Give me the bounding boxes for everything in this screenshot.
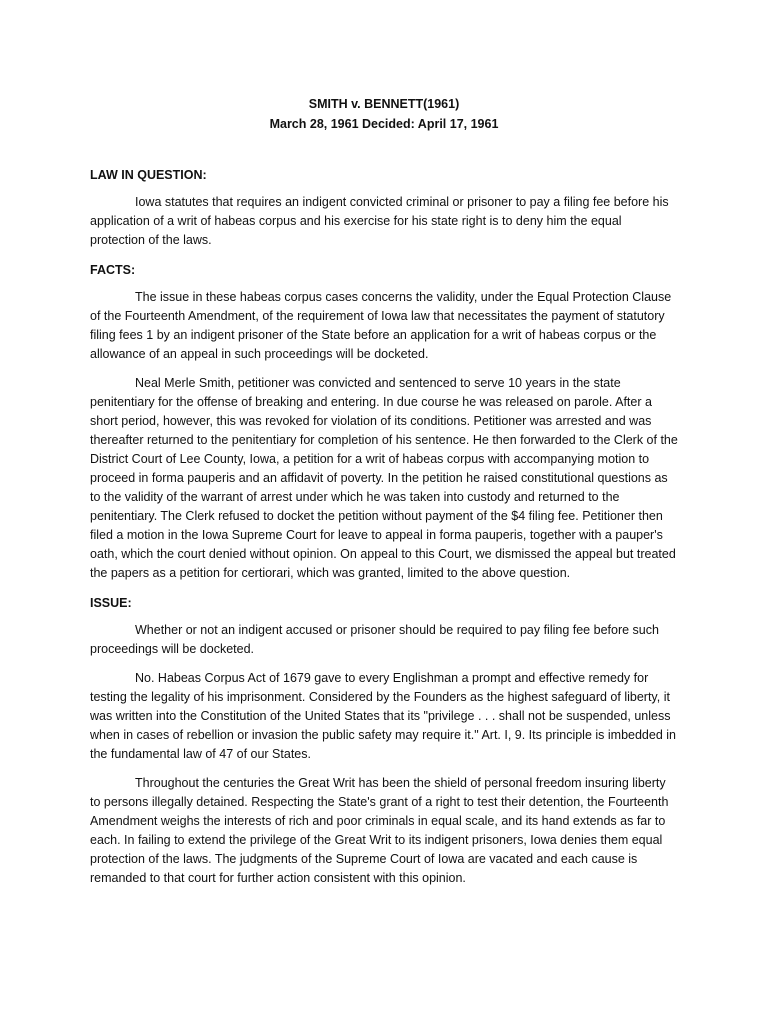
issue-paragraph-1: Whether or not an indigent accused or prisoner should be required to pay filing fee before such proceedings will be docketed.: [90, 623, 659, 656]
facts-heading: FACTS:: [90, 263, 136, 277]
law-in-question-body: Iowa statutes that requires an indigent convicted criminal or prisoner to pay a filing fee before his application of a writ of habeas corpus and his exercise for his state right is to deny him the equal protection of the laws.: [90, 195, 669, 247]
law-in-question-heading: LAW IN QUESTION:: [90, 168, 207, 182]
issue-paragraph-2: No. Habeas Corpus Act of 1679 gave to every Englishman a prompt and effective remedy for testing the legality of his imprisonment. Considered by the Founders as the highest safeguard of liberty, it was written into the Constitution of the United States that its "privilege . . . shall not be suspended, unless when in cases of rebellion or invasion the public safety may require it." Art. I, 9. Its principle is imbedded in the fundamental law of 47 of our States.: [90, 671, 676, 761]
facts-paragraph-2: Neal Merle Smith, petitioner was convicted and sentenced to serve 10 years in the state penitentiary for the offense of breaking and entering. In due course he was released on parole. After a short period, however, this was revoked for violation of its conditions. Petitioner was arrested and was thereafter returned to the penitentiary for completion of his sentence. He then forwarded to the Clerk of the District Court of Lee County, Iowa, a petition for a writ of habeas corpus with accompanying motion to proceed in forma pauperis and an affidavit of poverty. In the petition he raised constitutional questions as to the validity of the warrant of arrest under which he was taken into custody and returned to the penitentiary. The Clerk refused to docket the petition without payment of the $4 filing fee. Petitioner then filed a motion in the Iowa Supreme Court for leave to appeal in forma pauperis, together with a pauper's oath, which the court denied without opinion. On appeal to this Court, we dismissed the appeal but treated the papers as a petition for certiorari, which was granted, limited to the above question.: [90, 376, 678, 580]
issue-paragraph-3: Throughout the centuries the Great Writ has been the shield of personal freedom insuring liberty to persons illegally detained. Respecting the State's grant of a right to test their detention, the Fourteenth Amendment weighs the interests of rich and poor criminals in equal scale, and its hand extends as far to each. In failing to extend the privilege of the Great Writ to its indigent prisoners, Iowa denies them equal protection of the laws. The judgments of the Supreme Court of Iowa are vacated and each cause is remanded to that court for further action consistent with this opinion.: [90, 776, 669, 885]
case-dates: March 28, 1961 Decided: April 17, 1961: [269, 117, 499, 131]
case-title: SMITH v. BENNETT(1961): [308, 97, 460, 111]
facts-paragraph-1: The issue in these habeas corpus cases concerns the validity, under the Equal Protection Clause of the Fourteenth Amendment, of the requirement of Iowa law that necessitates the payment of statutory filing fees 1 by an indigent prisoner of the State before an application for a writ of habeas corpus or the allowance of an appeal in such proceedings will be docketed.: [90, 290, 672, 361]
issue-heading: ISSUE:: [90, 596, 132, 610]
